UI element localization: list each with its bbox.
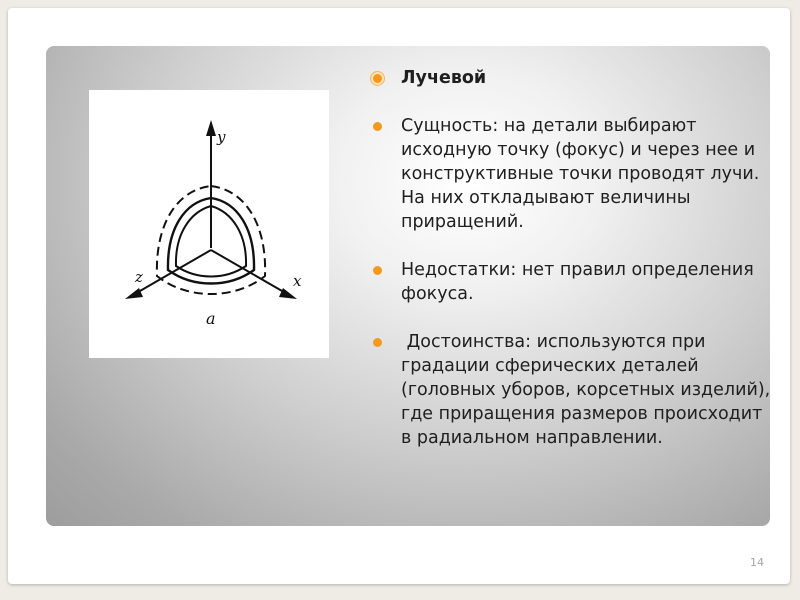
figure-caption: a — [206, 309, 216, 328]
axis-label-y: y — [217, 128, 226, 146]
page-number: 14 — [750, 556, 764, 569]
bullet-item-essence — [371, 114, 771, 234]
axis-label-z: z — [135, 268, 143, 286]
figure-drawing — [89, 90, 329, 358]
slide — [8, 8, 790, 584]
bullet-text: Сущность: на детали выбирают исходную точку (фокус) и через нее и конструктивные точки проводят лучи. На них откладывают величины приращений. — [401, 116, 760, 232]
bullet-dot-icon — [373, 122, 382, 131]
bullet-item-advantages — [371, 330, 776, 450]
bullet-list — [371, 66, 776, 474]
bullet-item-title — [371, 66, 771, 90]
bullet-dot-icon — [373, 266, 382, 275]
bullet-text: Достоинства: используются при градации сферических деталей (головных уборов, корсетных изделий), где приращения размеров происходит в радиальном направлении. — [401, 332, 776, 448]
axis-label-x: x — [293, 272, 302, 290]
radial-grading-figure — [89, 90, 329, 358]
bullet-text: Недостатки: нет правил определения фокуса. — [401, 260, 754, 304]
bullet-ring-icon — [371, 72, 384, 85]
bullet-dot-icon — [373, 338, 382, 347]
bullet-item-drawbacks — [371, 258, 771, 306]
y-axis-arrow — [206, 120, 216, 136]
slide-title: Лучевой — [401, 68, 487, 88]
